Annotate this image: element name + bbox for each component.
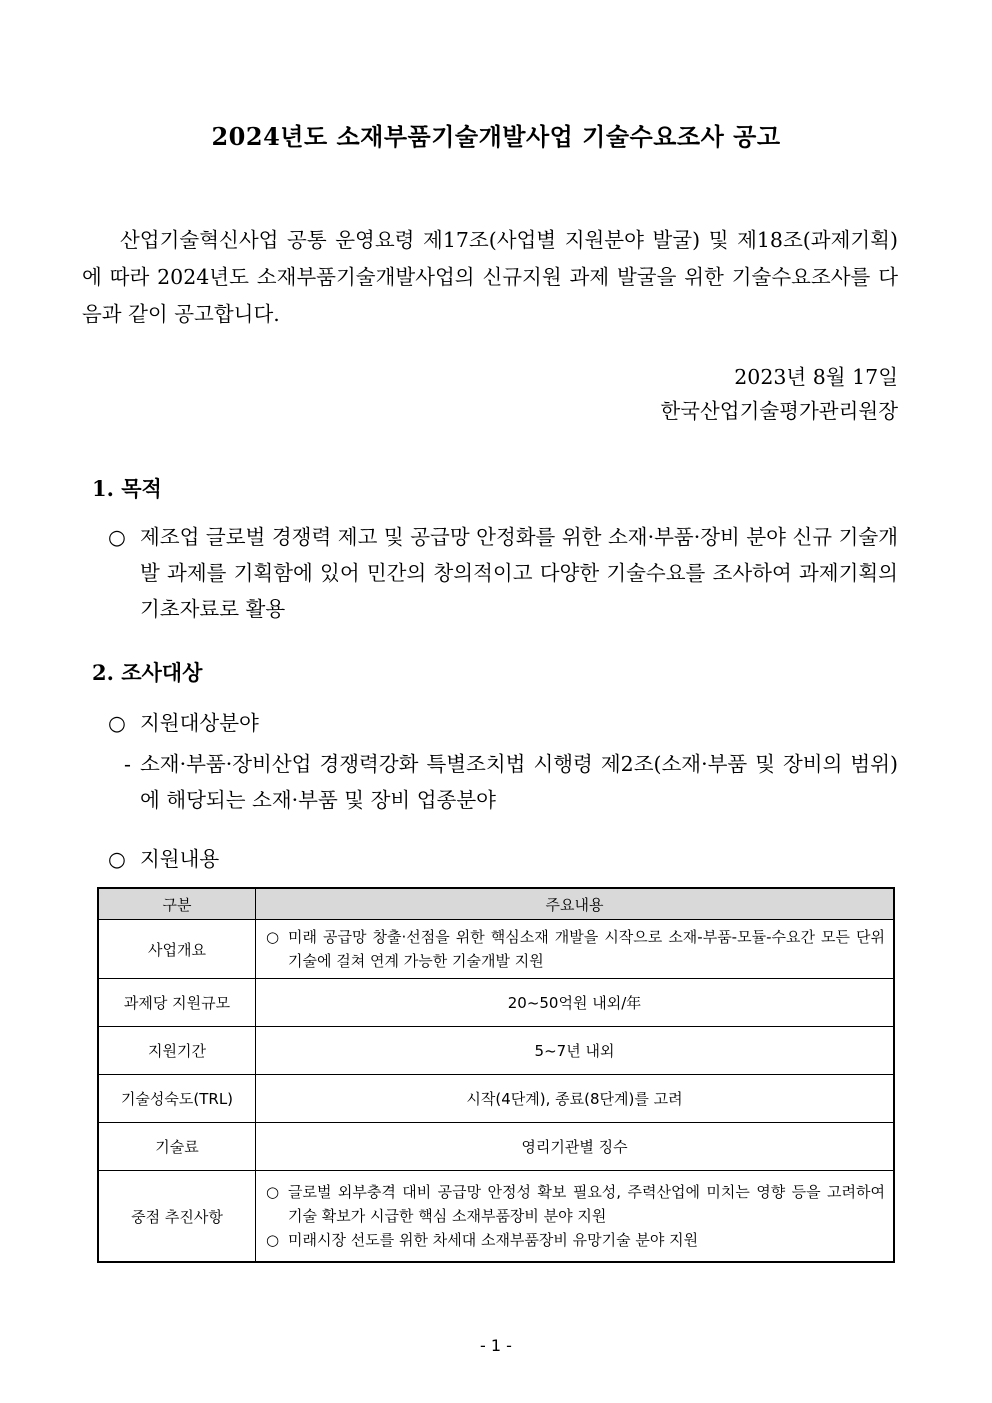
row-label: 과제당 지원규모 [98, 979, 256, 1027]
support-content-label: 지원내용 [140, 847, 220, 871]
row-value: 5~7년 내외 [256, 1027, 895, 1075]
row-label: 지원기간 [98, 1027, 256, 1075]
circle-bullet-icon: ○ [108, 525, 126, 549]
circle-bullet-icon: ○ [266, 928, 280, 946]
table-header-category: 구분 [98, 888, 256, 920]
list-item: ○ 미래 공급망 창출·선점을 위한 핵심소재 개발을 시작으로 소재-부품-모듈-수요간 모든 단위기술에 걸쳐 연계 가능한 기술개발 지원 [266, 925, 885, 973]
table-row [98, 979, 894, 1027]
table-header-content: 주요내용 [256, 888, 895, 920]
table-row [98, 1075, 894, 1123]
section1-bullet-text: 제조업 글로벌 경쟁력 제고 및 공급망 안정화를 위한 소재·부품·장비 분야 신규 기술개발 과제를 기획함에 있어 민간의 창의적이고 다양한 기술수요를 조사하여 과제기획의 기초자료로 활용 [140, 525, 899, 621]
table-row [98, 1027, 894, 1075]
support-field-desc [124, 746, 898, 818]
row-value: 시작(4단계), 종료(8단계)를 고려 [256, 1075, 895, 1123]
row-label: 중점 추진사항 [98, 1171, 256, 1263]
dash-bullet-icon: - [124, 752, 131, 776]
list-item: ○ 미래시장 선도를 위한 차세대 소재부품장비 유망기술 분야 지원 [266, 1228, 885, 1252]
support-content-item [108, 842, 219, 872]
table-row [98, 1123, 894, 1171]
table-row [98, 920, 894, 979]
circle-bullet-icon: ○ [108, 711, 126, 735]
support-content-table [97, 887, 895, 1263]
document-title: 2024년도 소재부품기술개발사업 기술수요조사 공고 [211, 122, 781, 151]
circle-bullet-icon: ○ [266, 1183, 280, 1201]
row-content [256, 1171, 895, 1263]
row-label: 기술료 [98, 1123, 256, 1171]
support-field-desc-text: 소재·부품·장비산업 경쟁력강화 특별조치법 시행령 제2조(소재·부품 및 장비의 범위)에 해당되는 소재·부품 및 장비 업종분야 [140, 752, 898, 812]
row-value: 20~50억원 내외/年 [256, 979, 895, 1027]
row-label: 기술성숙도(TRL) [98, 1075, 256, 1123]
row-label: 사업개요 [98, 920, 256, 979]
page-number: - 1 - [480, 1336, 512, 1355]
circle-bullet-icon: ○ [108, 847, 126, 871]
support-field-label: 지원대상분야 [140, 711, 259, 735]
table-row [98, 1171, 894, 1263]
support-field-item [108, 706, 259, 736]
intro-paragraph: 산업기술혁신사업 공통 운영요령 제17조(사업별 지원분야 발굴) 및 제18조(과제기획)에 따라 2024년도 소재부품기술개발사업의 신규지원 과제 발굴을 위한 기술수요조사를 다음과 같이 공고합니다. [82, 228, 898, 326]
announcement-date: 2023년 8월 17일 [734, 365, 898, 389]
row-content [256, 920, 895, 979]
row-value: 영리기관별 징수 [256, 1123, 895, 1171]
table-header-row [98, 888, 894, 920]
circle-bullet-icon: ○ [266, 1231, 280, 1249]
section1-bullet [108, 519, 898, 627]
section2-heading: 2. 조사대상 [92, 660, 203, 685]
section1-heading: 1. 목적 [92, 476, 162, 501]
list-item: ○ 글로벌 외부충격 대비 공급망 안정성 확보 필요성, 주력산업에 미치는 영향 등을 고려하여 기술 확보가 시급한 핵심 소재부품장비 분야 지원 [266, 1180, 885, 1228]
issuing-organization: 한국산업기술평가관리원장 [660, 399, 898, 423]
